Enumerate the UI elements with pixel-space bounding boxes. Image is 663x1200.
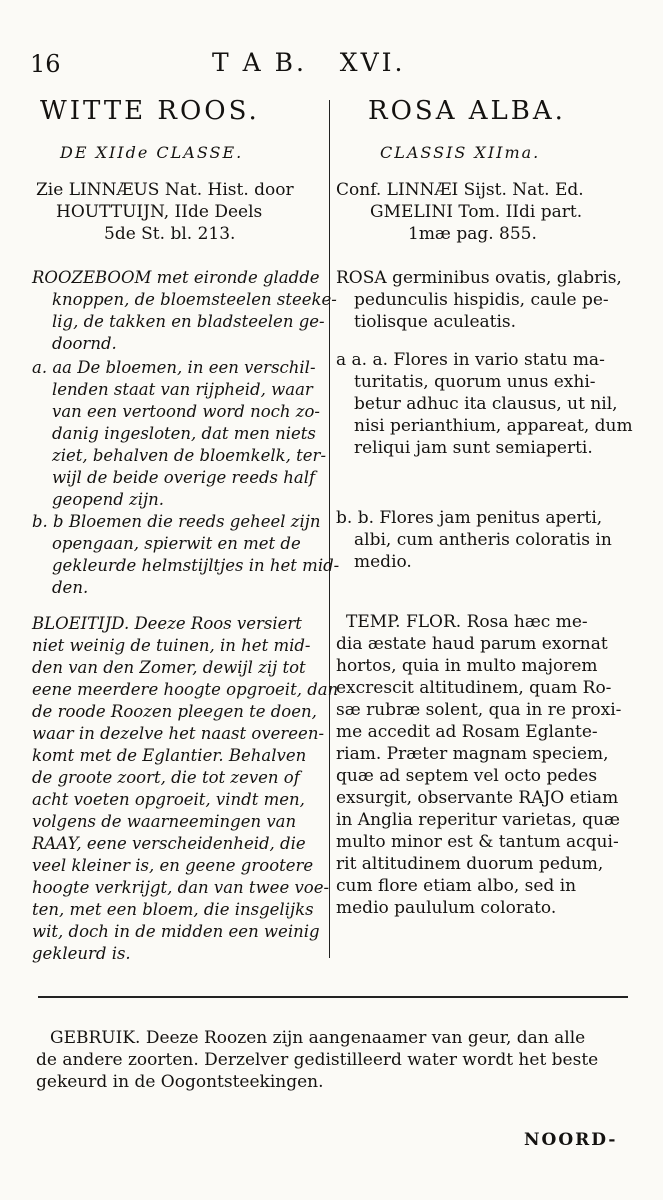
left-class-line: DE XIIde CLASSE. — [60, 143, 244, 162]
plate-number: T A B. XVI. — [212, 48, 406, 77]
right-title: ROSA ALBA. — [368, 96, 566, 126]
page-number: 16 — [30, 50, 61, 78]
horizontal-rule — [38, 996, 628, 998]
left-title: WITTE ROOS. — [40, 96, 260, 126]
catchword: NOORD- — [524, 1130, 618, 1150]
right-class-line: CLASSIS XIIma. — [380, 143, 541, 162]
column-divider — [329, 100, 330, 958]
